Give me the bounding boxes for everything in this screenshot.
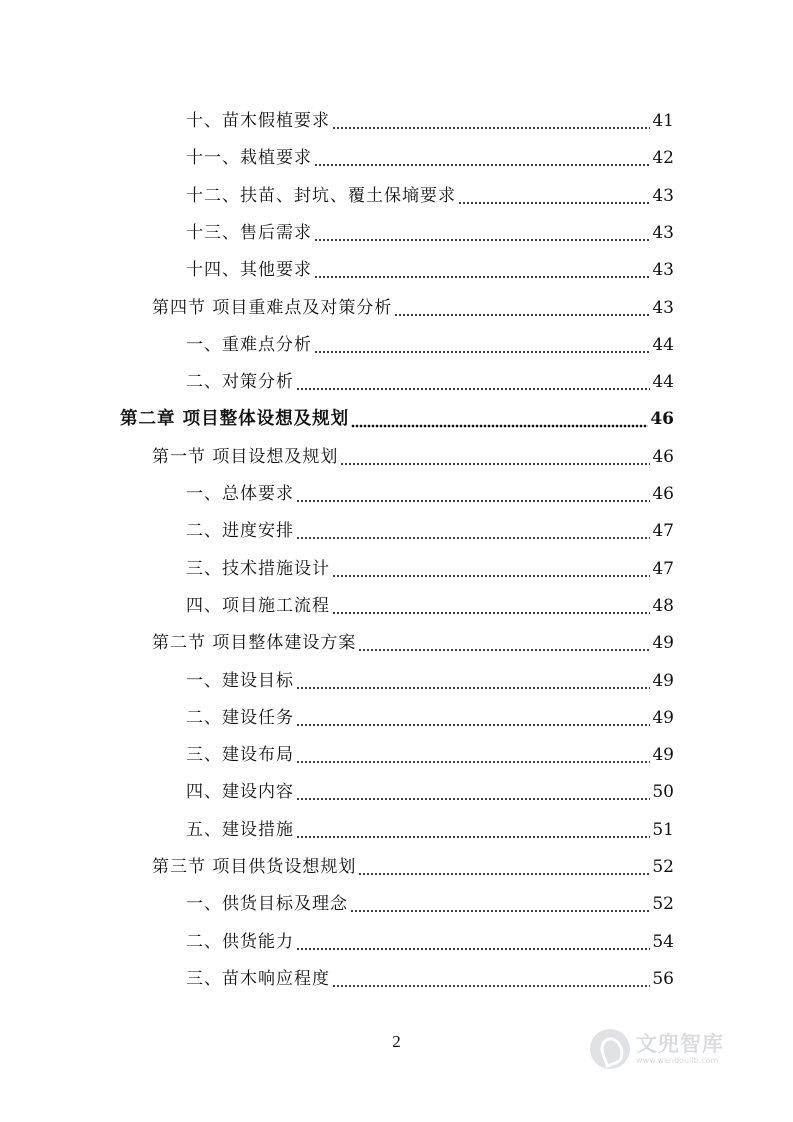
toc-dot-leader (296, 670, 650, 692)
toc-entry-page: 44 (652, 334, 674, 355)
toc-entry-page: 44 (652, 372, 674, 393)
toc-entry-title: 三、建设布局 (186, 745, 294, 766)
toc-entry[interactable] (186, 255, 674, 281)
toc-dot-leader (350, 893, 650, 915)
toc-entry-title: 四、项目施工流程 (186, 595, 330, 616)
toc-entry-title: 五、建设措施 (186, 819, 294, 840)
toc-entry-title: 三、苗木响应程度 (186, 968, 330, 989)
toc-entry-title: 十一、栽植要求 (186, 148, 312, 169)
toc-dot-leader (340, 446, 650, 468)
toc-entry[interactable] (186, 218, 674, 244)
toc-dot-leader (351, 408, 648, 430)
toc-dot-leader (296, 371, 650, 393)
toc-entry-page: 43 (652, 185, 674, 206)
watermark (590, 1024, 760, 1074)
toc-entry[interactable] (186, 666, 674, 692)
toc-entry-title: 十四、其他要求 (186, 260, 312, 281)
toc-entry-title: 十二、扶苗、封坑、覆土保墒要求 (186, 185, 456, 206)
toc-dot-leader (314, 334, 650, 356)
toc-dot-leader (296, 781, 650, 803)
toc-entry[interactable] (120, 404, 674, 430)
toc-entry-page: 41 (652, 111, 674, 131)
toc-entry[interactable] (186, 106, 674, 132)
toc-entry-title: 二、进度安排 (186, 521, 294, 542)
toc-entry-title: 十、苗木假植要求 (186, 111, 330, 131)
toc-entry-page: 43 (652, 222, 674, 243)
toc-entry[interactable] (186, 815, 674, 841)
toc-entry-page: 49 (652, 670, 674, 691)
toc-dot-leader (332, 595, 650, 617)
toc-entry[interactable] (186, 181, 674, 207)
toc-entry-page: 49 (652, 745, 674, 766)
toc-entry-page: 52 (652, 894, 674, 915)
toc-entry[interactable] (186, 927, 674, 953)
toc-entry-page: 49 (652, 633, 674, 654)
toc-entry[interactable] (186, 516, 674, 542)
toc-entry[interactable] (186, 889, 674, 915)
page-number: 2 (392, 1032, 401, 1051)
toc-entry-title: 四、建设内容 (186, 782, 294, 803)
toc-dot-leader (296, 744, 650, 766)
toc-dot-leader (314, 147, 650, 169)
toc-entry-title: 第一节 项目设想及规划 (152, 446, 339, 467)
toc-entry-page: 46 (652, 446, 674, 467)
toc-entry-page: 51 (652, 819, 674, 840)
toc-entry[interactable] (152, 293, 674, 319)
toc-entry-title: 三、技术措施设计 (186, 558, 330, 579)
toc-entry-title: 十三、售后需求 (186, 222, 312, 243)
toc-dot-leader (458, 185, 650, 207)
toc-entry[interactable] (186, 964, 674, 990)
toc-entry-page: 47 (652, 521, 674, 542)
toc-entry[interactable] (152, 442, 674, 468)
toc-dot-leader (394, 297, 650, 319)
toc-entry[interactable] (152, 628, 674, 654)
toc-entry-page: 46 (652, 484, 674, 504)
toc-dot-leader (296, 931, 650, 953)
toc-entry[interactable] (152, 852, 674, 878)
toc-entry[interactable] (186, 367, 674, 393)
toc-entry-title: 二、对策分析 (186, 372, 294, 393)
toc-dot-leader (332, 110, 650, 132)
toc-dot-leader (296, 819, 650, 841)
toc-entry-page: 48 (652, 595, 674, 616)
toc-dot-leader (314, 222, 650, 244)
toc-entry-title: 一、总体要求 (186, 484, 294, 504)
watermark-url: www.wendoulib.com (636, 1056, 719, 1065)
toc-entry-page: 43 (652, 260, 674, 281)
toc-entry[interactable] (186, 591, 674, 617)
toc-entry-title: 二、供货能力 (186, 931, 294, 952)
toc-dot-leader (314, 259, 650, 281)
toc-dot-leader (358, 856, 650, 878)
toc-entry-page: 46 (650, 409, 674, 430)
toc-entry-page: 42 (652, 148, 674, 169)
toc-entry-page: 47 (652, 558, 674, 579)
toc-entry-page: 50 (652, 782, 674, 803)
toc-entry-page: 54 (652, 931, 674, 952)
toc-entry-page: 43 (652, 297, 674, 318)
toc-entry[interactable] (186, 554, 674, 580)
toc-entry-title: 第三节 项目供货设想规划 (152, 857, 357, 877)
toc-entry-title: 一、重难点分析 (186, 334, 312, 355)
toc-dot-leader (296, 707, 650, 729)
toc-entry-title: 二、建设任务 (186, 707, 294, 728)
toc-entry-title: 第二节 项目整体建设方案 (152, 633, 357, 654)
toc-entry[interactable] (186, 703, 674, 729)
toc-entry-title: 一、建设目标 (186, 670, 294, 691)
toc-entry-page: 52 (652, 857, 674, 877)
toc-entry-page: 49 (652, 707, 674, 728)
watermark-title: 文兜智库 (636, 1032, 724, 1056)
watermark-text (636, 1032, 724, 1066)
toc-entry-page: 56 (652, 968, 674, 989)
toc-entry[interactable] (186, 479, 674, 505)
watermark-logo-icon (590, 1029, 630, 1069)
toc-entry-title: 一、供货目标及理念 (186, 894, 348, 915)
toc-entry[interactable] (186, 330, 674, 356)
toc-entry[interactable] (186, 143, 674, 169)
toc-dot-leader (296, 483, 650, 505)
toc-dot-leader (296, 520, 650, 542)
toc-entry-title: 第二章 项目整体设想及规划 (120, 409, 350, 430)
toc-entry-title: 第四节 项目重难点及对策分析 (152, 297, 393, 318)
toc-entry[interactable] (186, 740, 674, 766)
toc-dot-leader (332, 968, 650, 990)
toc-dot-leader (332, 558, 650, 580)
toc-dot-leader (358, 632, 650, 654)
toc-entry[interactable] (186, 777, 674, 803)
